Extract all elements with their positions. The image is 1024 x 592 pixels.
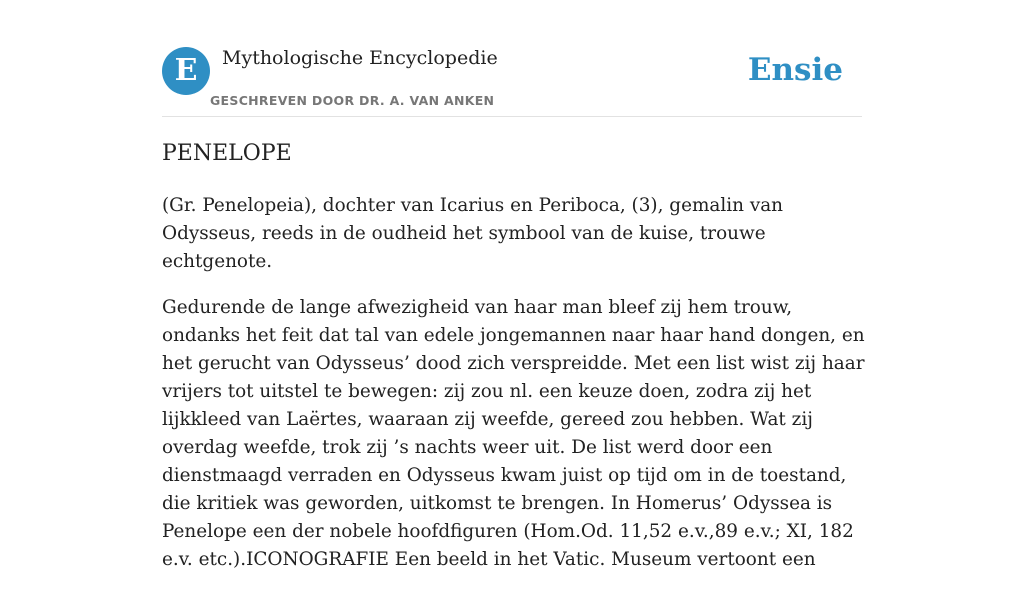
article-paragraph: Gedurende de lange afwezigheid van haar man bleef zij hem trouw, ondanks het feit dat tal van edele jongemannen naar haar hand dongen, en het gerucht van Odysseus’ dood zich verspreidde. Met een list wist zij haar vrijers tot uitstel te bewegen: zij zou nl. een keuze doen, zodra zij het lijkkleed van Laërtes, waaraan zij weefde, gereed zou hebben. Wat zij overdag weefde, trok zij ’s nachts weer uit. De list werd door een dienstmaagd verraden en Odysseus kwam juist op tijd om in de toestand, die kritiek was geworden, uitkomst te brengen. In Homerus’ Odyssea is Penelope een der nobele hoofdfiguren (Hom.Od. 11,52 e.v.,89 e.v.; XI, 182 e.v. etc.).ICONOGRAFIE Een beeld in het Vatic. Museum vertoont een [162,297,865,570]
ensie-brand-link[interactable]: Ensie [747,52,843,88]
header [162,46,862,117]
article-paragraph: (Gr. Penelopeia), dochter van Icarius en Periboca, (3), gemalin van Odysseus, reeds in de oudheid het symbool van de kuise, trouwe echtgenote. [162,195,784,272]
encyclopedia-logo-icon[interactable]: E [162,47,210,95]
article-content [162,138,867,592]
site-title-link[interactable]: Mythologische Encyclopedie [222,47,498,69]
entry-title: PENELOPE [162,141,292,166]
author-line: GESCHREVEN DOOR DR. A. VAN ANKEN [210,93,495,108]
